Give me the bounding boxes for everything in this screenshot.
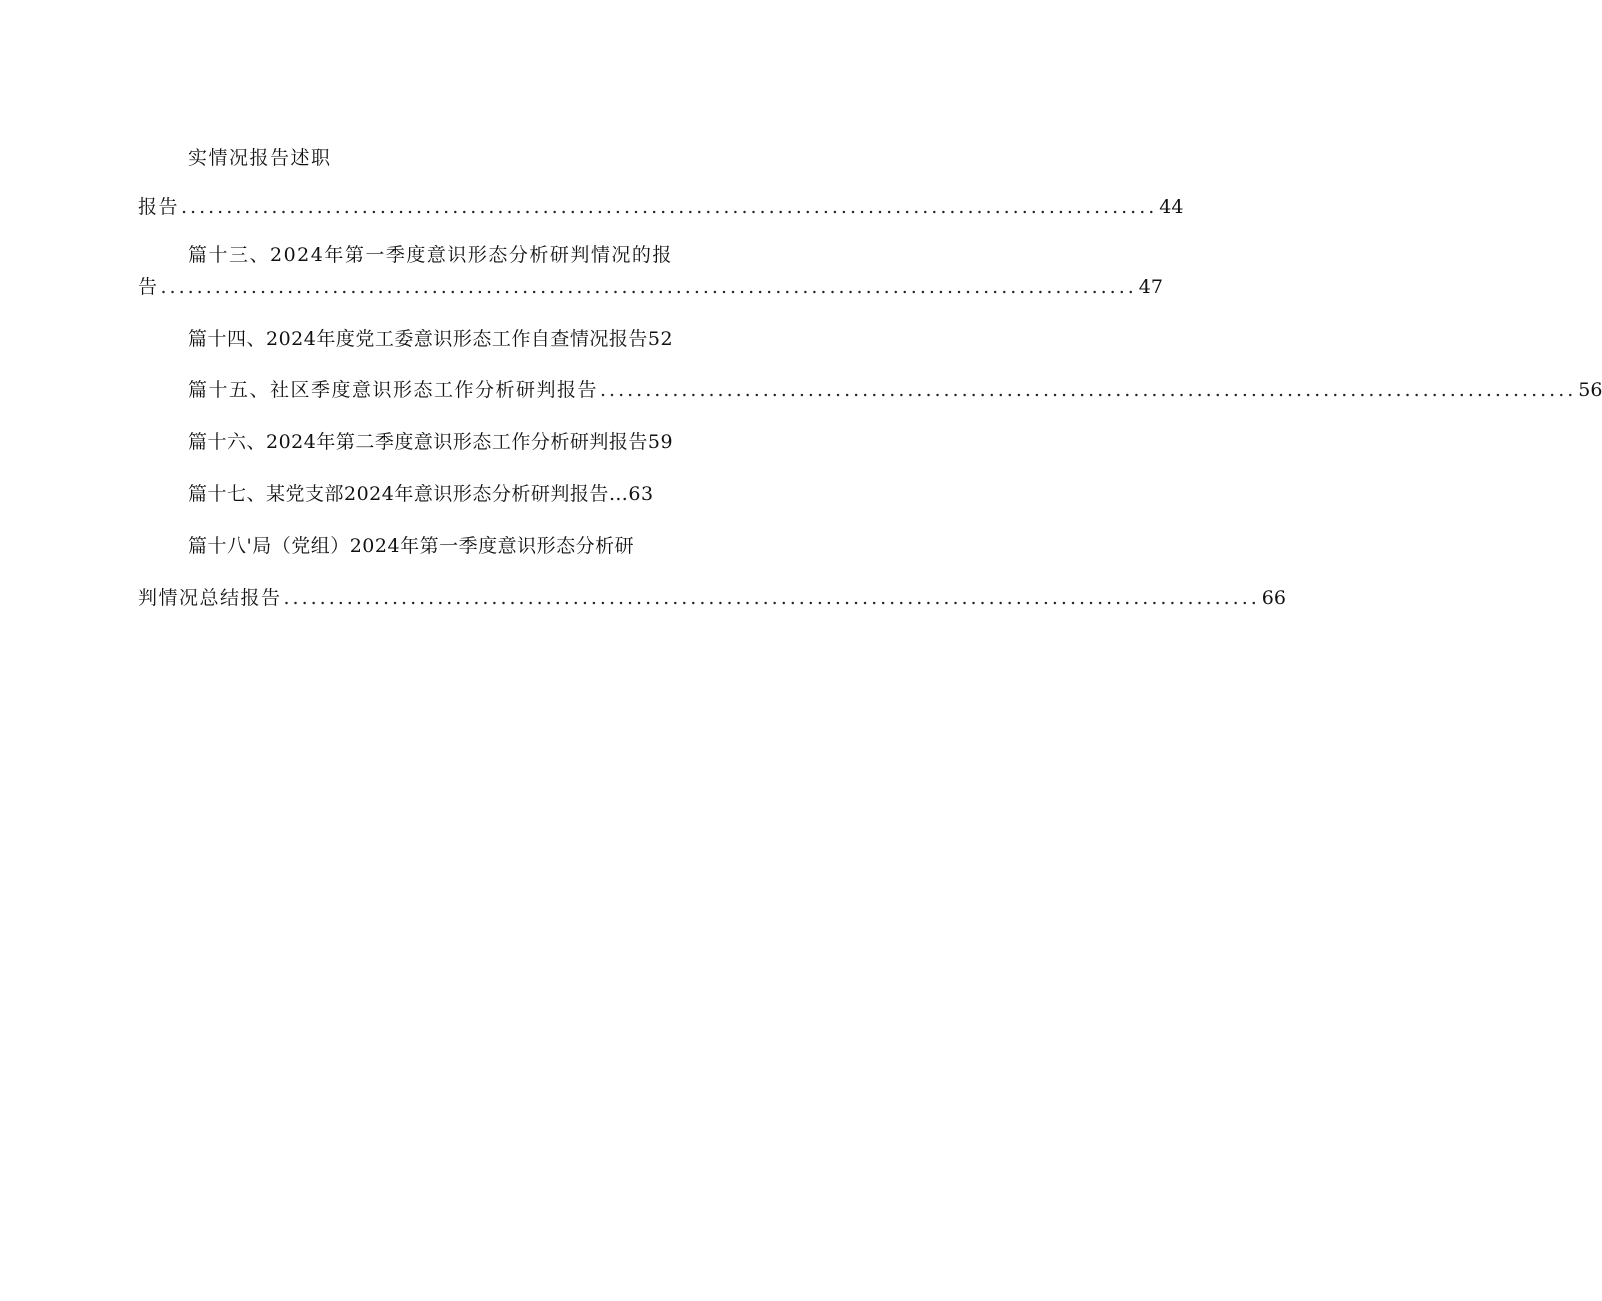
dot-leader: ............................................................................................................ — [283, 587, 1260, 609]
toc-page-number: 47 — [1138, 276, 1163, 298]
toc-entry-17[interactable] — [188, 479, 778, 509]
dot-leader: ............................................................................................................ — [600, 379, 1577, 401]
toc-text: 判情况总结报告 — [138, 587, 282, 609]
toc-text: 告 — [138, 276, 159, 298]
toc-text: 报告 — [138, 196, 180, 218]
toc-page-number: 44 — [1159, 196, 1184, 218]
toc-entry-12-line1 — [188, 143, 778, 173]
toc-entry-15[interactable] — [188, 375, 1602, 405]
toc-entry-13-line2[interactable] — [138, 272, 1163, 302]
toc-text: 篇十六、2024年第二季度意识形态工作分析研判报告 — [188, 431, 648, 453]
dot-leader: ............................................................................................................ — [160, 276, 1137, 298]
toc-text: 篇十四、2024年度党工委意识形态工作自查情况报告 — [188, 328, 648, 350]
toc-text: 篇十五、社区季度意识形态工作分析研判报告 — [188, 379, 599, 401]
toc-entry-16[interactable] — [188, 427, 778, 457]
toc-text: 篇十八'局（党组）2024年第一季度意识形态分析研 — [188, 535, 635, 557]
toc-text: 篇十七、某党支部2024年意识形态分析研判报告… — [188, 483, 629, 505]
toc-page-number: 66 — [1261, 587, 1286, 609]
toc-page-number: 59 — [647, 431, 674, 453]
toc-entry-18-line2[interactable] — [138, 583, 1286, 613]
dot-leader: ............................................................................................................ — [181, 196, 1158, 218]
toc-entry-12-line2[interactable] — [138, 192, 1184, 222]
toc-entry-13-line1[interactable] — [188, 240, 778, 270]
toc-text: 实情况报告述职 — [188, 147, 332, 169]
toc-entry-18-line1[interactable] — [188, 531, 778, 561]
toc-page-number: 56 — [1578, 379, 1602, 401]
toc-page-number: 52 — [647, 328, 674, 350]
toc-text: 篇十三、2024年第一季度意识形态分析研判情况的报 — [188, 244, 673, 266]
toc-page-number: 63 — [628, 483, 654, 505]
toc-entry-14[interactable] — [188, 324, 778, 354]
